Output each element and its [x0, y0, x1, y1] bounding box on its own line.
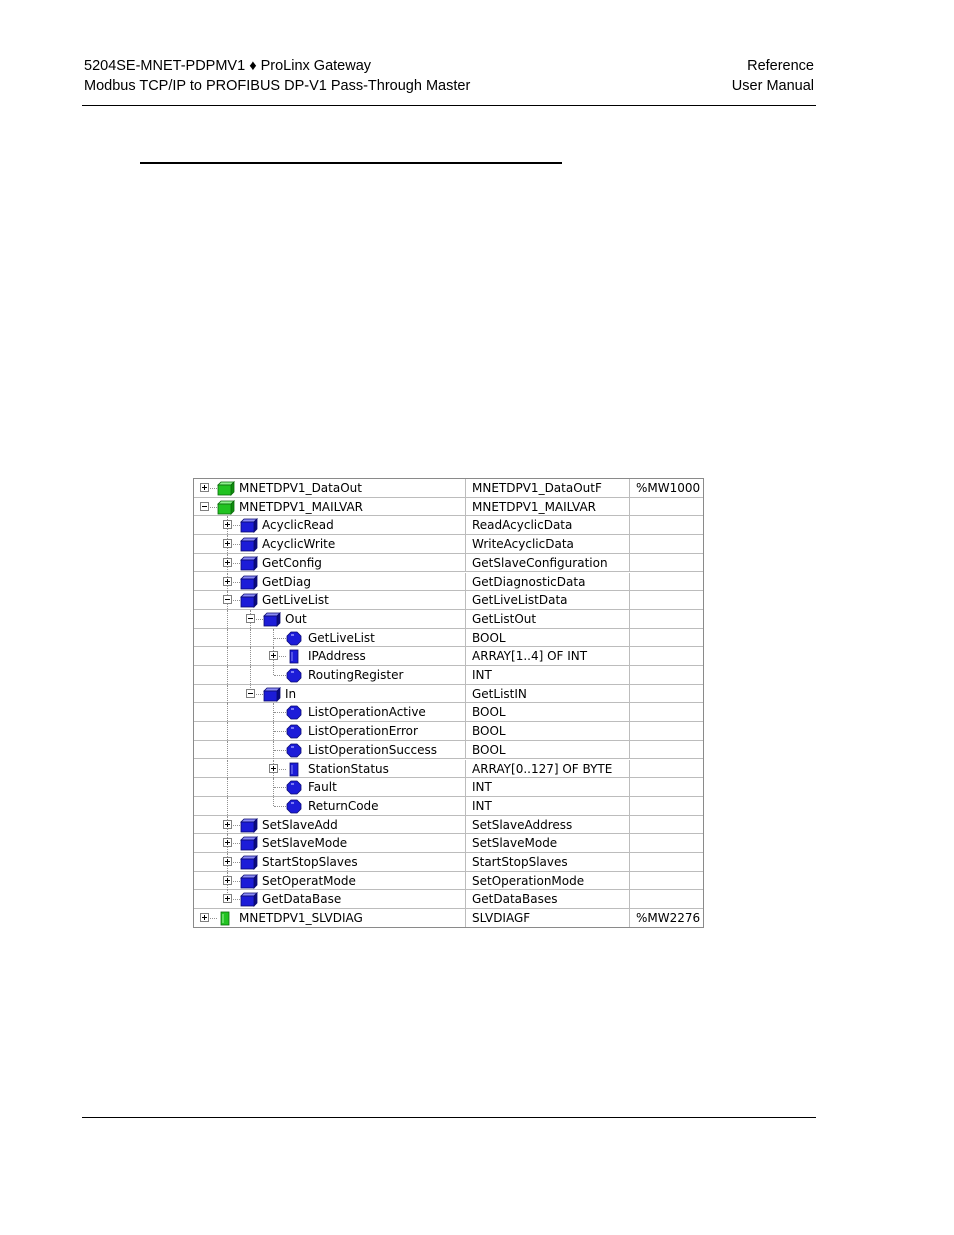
document-title: 5204SE-MNET-PDPMV1 ♦ ProLinx Gateway	[84, 58, 372, 74]
blue-dot-icon	[286, 743, 302, 761]
name-cell	[194, 554, 466, 572]
blue-dot-icon	[286, 631, 302, 649]
name-cell	[194, 760, 466, 778]
variable-type: GetSlaveConfiguration	[472, 555, 608, 570]
variable-name: GetLiveList	[308, 630, 375, 645]
tree-guide-line	[273, 797, 274, 806]
address-cell	[630, 834, 703, 852]
blue-struct-icon	[240, 855, 258, 873]
blue-struct-icon	[240, 593, 258, 611]
name-cell	[194, 853, 466, 871]
tree-row[interactable]	[194, 573, 703, 592]
variable-type: SetSlaveAddress	[472, 817, 573, 832]
variable-name: RoutingRegister	[308, 668, 404, 682]
tree-connector-line	[274, 806, 286, 807]
type-cell	[466, 872, 630, 890]
address-cell	[630, 816, 703, 834]
blue-struct-icon	[240, 818, 258, 836]
tree-connector-line	[274, 787, 286, 788]
type-cell	[466, 741, 630, 759]
name-cell	[194, 647, 466, 665]
tree-row[interactable]	[194, 479, 703, 498]
address-cell	[630, 760, 703, 778]
type-cell	[466, 498, 630, 516]
variable-name: ReturnCode	[308, 798, 379, 813]
tree-connector-line	[274, 750, 286, 751]
tree-row[interactable]	[194, 778, 703, 797]
tree-guide-line	[227, 610, 228, 628]
name-cell	[194, 498, 466, 516]
type-cell	[466, 629, 630, 647]
address-cell	[630, 909, 703, 927]
address-cell	[630, 610, 703, 628]
name-cell	[194, 834, 466, 852]
variable-tree-table	[193, 478, 704, 928]
manual-type: User Manual	[731, 78, 814, 94]
tree-guide-line	[227, 741, 228, 759]
tree-row[interactable]	[194, 890, 703, 909]
tree-guide-line	[227, 778, 228, 796]
expand-icon[interactable]	[223, 838, 232, 847]
name-cell	[194, 610, 466, 628]
address-cell	[630, 629, 703, 647]
expand-icon[interactable]	[223, 520, 232, 529]
name-cell	[194, 872, 466, 890]
variable-type: MNETDPV1_DataOutF	[472, 481, 602, 495]
footer-rule	[82, 1117, 816, 1118]
name-cell	[194, 535, 466, 553]
name-cell	[194, 685, 466, 703]
expand-icon[interactable]	[269, 764, 278, 773]
type-cell	[466, 610, 630, 628]
address-cell	[630, 797, 703, 815]
variable-type: BOOL	[472, 724, 506, 739]
variable-type: BOOL	[472, 705, 506, 720]
tree-row[interactable]	[194, 816, 703, 835]
type-cell	[466, 516, 630, 534]
tree-guide-line	[273, 666, 274, 675]
variable-name: GetLiveList	[262, 593, 329, 608]
header-left	[84, 56, 470, 96]
variable-type: GetDiagnosticData	[472, 574, 586, 589]
name-cell	[194, 797, 466, 815]
tree-row[interactable]	[194, 853, 703, 872]
expand-icon[interactable]	[223, 876, 232, 885]
blue-struct-icon	[240, 537, 258, 555]
name-cell	[194, 479, 466, 497]
expand-icon[interactable]	[200, 913, 209, 922]
tree-row[interactable]	[194, 666, 703, 685]
green-array-icon	[217, 911, 233, 929]
type-cell	[466, 573, 630, 591]
name-cell	[194, 722, 466, 740]
blue-struct-icon	[240, 836, 258, 854]
variable-name: AcyclicWrite	[262, 537, 336, 552]
address-cell	[630, 872, 703, 890]
variable-name: GetDiag	[262, 574, 311, 589]
blue-struct-icon	[263, 687, 281, 705]
blue-struct-icon	[240, 518, 258, 536]
variable-name: MNETDPV1_MAILVAR	[239, 499, 364, 514]
document-subtitle: Modbus TCP/IP to PROFIBUS DP-V1 Pass-Through Master	[84, 78, 471, 94]
variable-name: GetDataBase	[262, 892, 342, 907]
variable-type: INT	[472, 780, 492, 795]
name-cell	[194, 573, 466, 591]
variable-name: AcyclicRead	[262, 518, 334, 533]
collapse-icon[interactable]	[246, 689, 255, 698]
tree-guide-line	[250, 629, 251, 647]
tree-row[interactable]	[194, 629, 703, 648]
type-cell	[466, 591, 630, 609]
variable-type: BOOL	[472, 630, 506, 645]
variable-type: StartStopSlaves	[472, 855, 568, 869]
tree-guide-line	[250, 666, 251, 684]
name-cell	[194, 778, 466, 796]
address-cell	[630, 778, 703, 796]
section-name: Reference	[747, 58, 814, 74]
blue-dot-icon	[286, 705, 302, 723]
name-cell	[194, 666, 466, 684]
expand-icon[interactable]	[223, 558, 232, 567]
blue-array-icon	[286, 762, 302, 780]
variable-address: %MW1000	[636, 481, 701, 495]
address-cell	[630, 647, 703, 665]
tree-row[interactable]	[194, 703, 703, 722]
variable-name: SetSlaveAdd	[262, 817, 338, 832]
tree-guide-line	[227, 797, 228, 815]
variable-name: StationStatus	[308, 761, 389, 776]
type-cell	[466, 666, 630, 684]
tree-row[interactable]	[194, 610, 703, 629]
variable-address: %MW2276	[636, 911, 701, 926]
header-rule	[82, 105, 816, 106]
type-cell	[466, 760, 630, 778]
variable-type: MNETDPV1_MAILVAR	[472, 499, 597, 514]
tree-row[interactable]	[194, 591, 703, 610]
variable-name: SetSlaveMode	[262, 836, 348, 851]
tree-row[interactable]	[194, 498, 703, 517]
tree-row[interactable]	[194, 535, 703, 554]
tree-row[interactable]	[194, 722, 703, 741]
address-cell	[630, 685, 703, 703]
blue-dot-icon	[286, 780, 302, 798]
name-cell	[194, 909, 466, 927]
collapse-icon[interactable]	[223, 595, 232, 604]
variable-type: BOOL	[472, 742, 506, 757]
tree-row[interactable]	[194, 909, 703, 927]
expand-icon[interactable]	[269, 651, 278, 660]
variable-name: ListOperationError	[308, 724, 418, 739]
address-cell	[630, 591, 703, 609]
type-cell	[466, 797, 630, 815]
expand-icon[interactable]	[223, 820, 232, 829]
address-cell	[630, 516, 703, 534]
green-struct-icon	[217, 500, 235, 518]
name-cell	[194, 816, 466, 834]
name-cell	[194, 591, 466, 609]
tree-row[interactable]	[194, 741, 703, 760]
blue-struct-icon	[240, 874, 258, 892]
tree-guide-line	[227, 760, 228, 778]
type-cell	[466, 479, 630, 497]
tree-connector-line	[274, 731, 286, 732]
type-cell	[466, 647, 630, 665]
blue-struct-icon	[240, 575, 258, 593]
tree-guide-line	[227, 666, 228, 684]
blue-array-icon	[286, 649, 302, 667]
variable-type: SetSlaveMode	[472, 836, 558, 851]
name-cell	[194, 516, 466, 534]
type-cell	[466, 816, 630, 834]
tree-guide-line	[227, 703, 228, 721]
type-cell	[466, 853, 630, 871]
blue-dot-icon	[286, 724, 302, 742]
variable-type: INT	[472, 668, 492, 682]
variable-type: WriteAcyclicData	[472, 537, 574, 552]
variable-name: IPAddress	[308, 649, 366, 664]
type-cell	[466, 890, 630, 908]
tree-guide-line	[227, 647, 228, 665]
variable-type: ARRAY[1..4] OF INT	[472, 649, 588, 664]
type-cell	[466, 778, 630, 796]
expand-icon[interactable]	[223, 894, 232, 903]
variable-type: INT	[472, 798, 492, 813]
variable-name: Fault	[308, 780, 337, 795]
tree-row[interactable]	[194, 834, 703, 853]
collapse-icon[interactable]	[246, 614, 255, 623]
variable-type: GetLiveListData	[472, 593, 568, 608]
variable-name: MNETDPV1_DataOut	[239, 481, 362, 495]
tree-guide-line	[227, 722, 228, 740]
address-cell	[630, 703, 703, 721]
tree-connector-line	[274, 638, 286, 639]
blue-dot-icon	[286, 668, 302, 686]
expand-icon[interactable]	[200, 483, 209, 492]
name-cell	[194, 703, 466, 721]
tree-guide-line	[227, 629, 228, 647]
address-cell	[630, 890, 703, 908]
type-cell	[466, 685, 630, 703]
tree-row[interactable]	[194, 797, 703, 816]
tree-row[interactable]	[194, 872, 703, 891]
variable-name: In	[285, 686, 297, 701]
address-cell	[630, 535, 703, 553]
name-cell	[194, 741, 466, 759]
variable-name: Out	[285, 611, 307, 626]
name-cell	[194, 629, 466, 647]
tree-row[interactable]	[194, 647, 703, 666]
address-cell	[630, 573, 703, 591]
address-cell	[630, 722, 703, 740]
variable-type: SLVDIAGF	[472, 911, 531, 926]
variable-type: GetDataBases	[472, 892, 558, 907]
address-cell	[630, 554, 703, 572]
header-right	[732, 56, 814, 96]
section-heading-rule	[140, 162, 562, 164]
type-cell	[466, 535, 630, 553]
blue-struct-icon	[263, 612, 281, 630]
tree-row[interactable]	[194, 685, 703, 704]
address-cell	[630, 479, 703, 497]
expand-icon[interactable]	[223, 857, 232, 866]
address-cell	[630, 853, 703, 871]
type-cell	[466, 722, 630, 740]
tree-row[interactable]	[194, 760, 703, 779]
variable-name: ListOperationActive	[308, 705, 426, 720]
variable-name: StartStopSlaves	[262, 855, 358, 869]
address-cell	[630, 498, 703, 516]
expand-icon[interactable]	[223, 577, 232, 586]
address-cell	[630, 666, 703, 684]
type-cell	[466, 703, 630, 721]
blue-dot-icon	[286, 799, 302, 817]
blue-struct-icon	[240, 556, 258, 574]
variable-name: SetOperatMode	[262, 873, 356, 888]
variable-name: GetConfig	[262, 555, 322, 570]
variable-type: GetListOut	[472, 611, 537, 626]
tree-row[interactable]	[194, 516, 703, 535]
type-cell	[466, 909, 630, 927]
tree-connector-line	[274, 712, 286, 713]
variable-type: GetListIN	[472, 686, 527, 701]
address-cell	[630, 741, 703, 759]
name-cell	[194, 890, 466, 908]
collapse-icon[interactable]	[200, 502, 209, 511]
variable-name: MNETDPV1_SLVDIAG	[239, 911, 363, 926]
expand-icon[interactable]	[223, 539, 232, 548]
variable-type: ARRAY[0..127] OF BYTE	[472, 761, 613, 776]
tree-guide-line	[227, 685, 228, 703]
tree-row[interactable]	[194, 554, 703, 573]
variable-name: ListOperationSuccess	[308, 742, 437, 757]
variable-type: SetOperationMode	[472, 873, 585, 888]
green-struct-icon	[217, 481, 235, 499]
blue-struct-icon	[240, 892, 258, 910]
type-cell	[466, 834, 630, 852]
tree-connector-line	[274, 675, 286, 676]
type-cell	[466, 554, 630, 572]
tree-guide-line	[250, 647, 251, 665]
variable-type: ReadAcyclicData	[472, 518, 573, 533]
